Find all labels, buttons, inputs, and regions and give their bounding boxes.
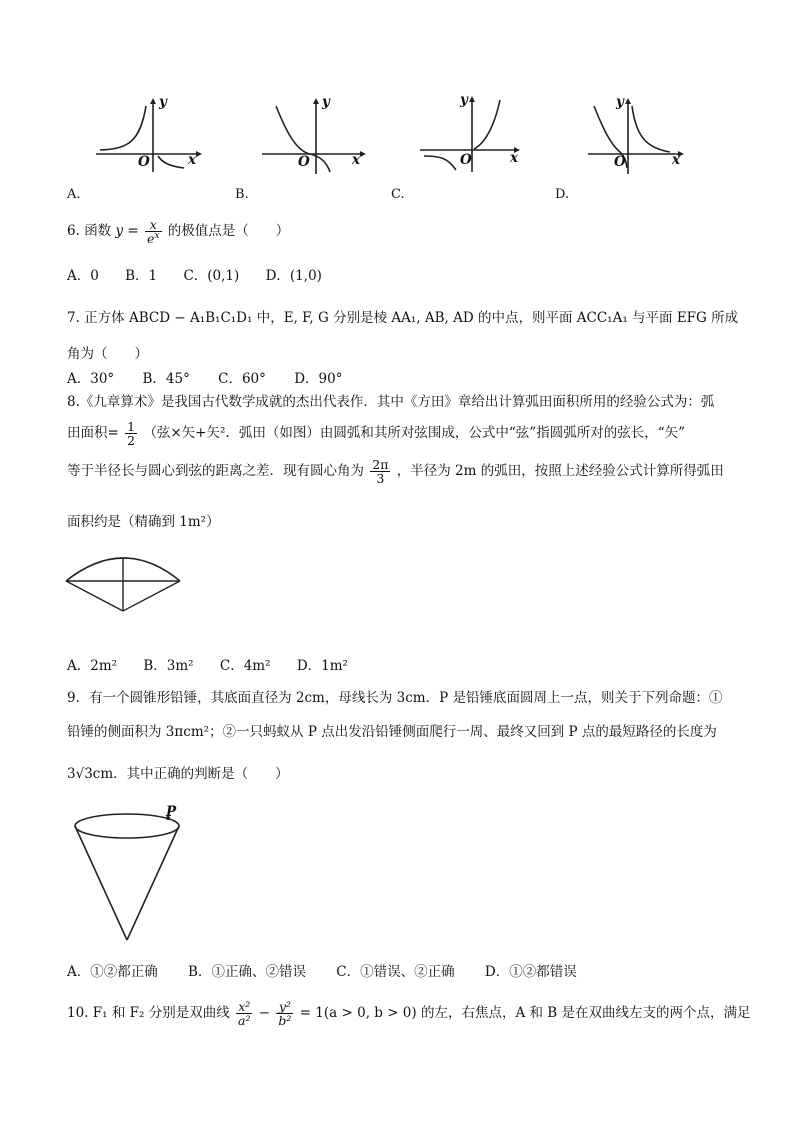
q7-options xyxy=(67,367,342,387)
q8-options xyxy=(67,654,348,674)
graph-c-x-label: x xyxy=(510,150,519,166)
q8-half-den: 2 xyxy=(127,433,136,449)
q7-option-b: B．45° xyxy=(142,371,190,387)
q8-angle-den: 3 xyxy=(376,471,385,487)
q10-frac1-num: x² xyxy=(236,1000,252,1014)
graph-a-x-label: x xyxy=(188,152,197,168)
graph-c-plot xyxy=(418,92,538,172)
q8-line2-post: （弦×矢+矢²．弧田（如图）由圆弧和其所对弦围成，公式中“弦”指圆弧所对的弦长，“矢” xyxy=(143,425,685,442)
q10-number: 10. xyxy=(67,1005,89,1022)
q10-post: 的左，右焦点，A 和 B 是在双曲线左支的两个点，满足 xyxy=(420,1005,751,1022)
graph-a-y-label: y xyxy=(159,94,167,110)
q7-number: 7. xyxy=(67,310,80,326)
q7-option-a: A．30° xyxy=(67,371,115,387)
q7-text1: 正方体 ABCD − A₁B₁C₁D₁ 中，E, F, G 分别是棱 AA₁, AB, AD 的中点，则平面 ACC₁A₁ 与平面 EFG 所成 xyxy=(84,310,739,326)
q5-graph-a xyxy=(88,96,208,176)
q10-stem xyxy=(67,1000,751,1027)
q8-line2 xyxy=(67,420,685,447)
q8-fraction-angle xyxy=(370,458,390,485)
q8-option-d: D．1m² xyxy=(296,658,348,674)
q7-line1 xyxy=(67,306,738,326)
graph-a-origin: O xyxy=(138,154,150,170)
q8-option-c: C．4m² xyxy=(219,658,271,674)
q8-option-b: B．3m² xyxy=(143,658,194,674)
q6-stem xyxy=(67,218,289,245)
q8-line2-pre: 田面积= xyxy=(67,425,119,442)
q8-line1: 8.《九章算术》是我国古代数学成就的杰出代表作．其中《方田》章给出计算弧田面积所用的经验公式为：弧 xyxy=(67,394,715,410)
q6-tail: 的极值点是（ ） xyxy=(167,223,290,240)
q10-frac2-den: b² xyxy=(278,1013,292,1029)
q8-line3-pre: 等于半径长与圆心到弦的距离之差．现有圆心角为 xyxy=(67,463,364,480)
q5-option-a: A. xyxy=(67,187,81,202)
q8-option-a: A．2m² xyxy=(67,658,118,674)
q6-expr-lhs: y = xyxy=(115,223,139,240)
q8-line3-post: ，半径为 2m 的弧田，按照上述经验公式计算所得弧田 xyxy=(396,463,724,480)
q6-number: 6. xyxy=(67,223,80,240)
q10-fraction-y xyxy=(276,1000,293,1027)
q8-half-num: 1 xyxy=(127,419,136,434)
q9-options xyxy=(67,960,577,980)
q10-minus: − xyxy=(258,1005,271,1022)
q6-lead: 函数 xyxy=(84,223,112,240)
graph-c-y-label: y xyxy=(460,92,468,108)
q9-cone-figure xyxy=(68,808,188,948)
q6-option-a: A．0 xyxy=(67,268,99,284)
q6-frac-den: e xyxy=(147,231,155,247)
q9-line2: 铅锤的侧面积为 3πcm²；②一只蚂蚁从 P 点出发沿铅锤侧面爬行一周、最终又回到 P 点的最短路径的长度为 xyxy=(67,724,717,740)
q6-options xyxy=(67,264,322,284)
q6-option-c: C．(0,1) xyxy=(183,268,240,284)
q5-graph-b xyxy=(256,96,376,176)
q10-frac2-num: y² xyxy=(276,1000,293,1014)
q10-condition: = 1(a > 0, b > 0) xyxy=(299,1005,417,1022)
q5-graph-c xyxy=(418,92,538,172)
q8-arc-field-figure xyxy=(62,545,182,615)
graph-d-x-label: x xyxy=(672,152,681,168)
q5-option-d: D. xyxy=(555,187,570,202)
q9-option-d: D．①②都错误 xyxy=(484,964,577,980)
q7-line2: 角为（ ） xyxy=(67,346,148,362)
graph-b-x-label: x xyxy=(352,152,361,168)
q10-frac1-den: a² xyxy=(238,1013,251,1029)
q9-option-a: A．①②都正确 xyxy=(67,964,158,980)
q5-option-b: B. xyxy=(235,187,249,202)
q8-angle-num: 2π xyxy=(372,457,389,472)
q8-line4: 面积约是（精确到 1m²） xyxy=(67,514,220,530)
q9-line3: 3√3cm．其中正确的判断是（ ） xyxy=(67,766,289,782)
q10-fraction-x xyxy=(236,1000,252,1027)
graph-b-y-label: y xyxy=(322,94,330,110)
q7-option-d: D．90° xyxy=(294,371,343,387)
graph-d-origin: O xyxy=(614,154,626,170)
q5-option-c: C. xyxy=(391,187,405,202)
q6-fraction xyxy=(145,218,161,245)
graph-c-origin: O xyxy=(460,152,472,168)
q6-frac-num: x xyxy=(145,218,161,232)
q8-fraction-half xyxy=(125,420,137,447)
q9-option-b: B．①正确、②错误 xyxy=(188,964,306,980)
q7-option-c: C．60° xyxy=(218,371,266,387)
q9-point-p: P xyxy=(166,804,177,820)
q6-option-d: D．(1,0) xyxy=(265,268,322,284)
q9-line1: 9．有一个圆锥形铅锤，其底面直径为 2cm，母线长为 3cm．P 是铅锤底面圆周上一点，则关于下列命题：① xyxy=(67,690,723,706)
q6-option-b: B．1 xyxy=(125,268,158,284)
q9-option-c: C．①错误、②正确 xyxy=(336,964,455,980)
q8-line3 xyxy=(67,458,724,485)
graph-b-origin: O xyxy=(298,154,310,170)
graph-d-y-label: y xyxy=(616,94,624,110)
q5-graph-d xyxy=(584,96,694,176)
q6-frac-den-sup: x xyxy=(154,231,160,242)
q10-pre: F₁ 和 F₂ 分别是双曲线 xyxy=(92,1005,230,1022)
